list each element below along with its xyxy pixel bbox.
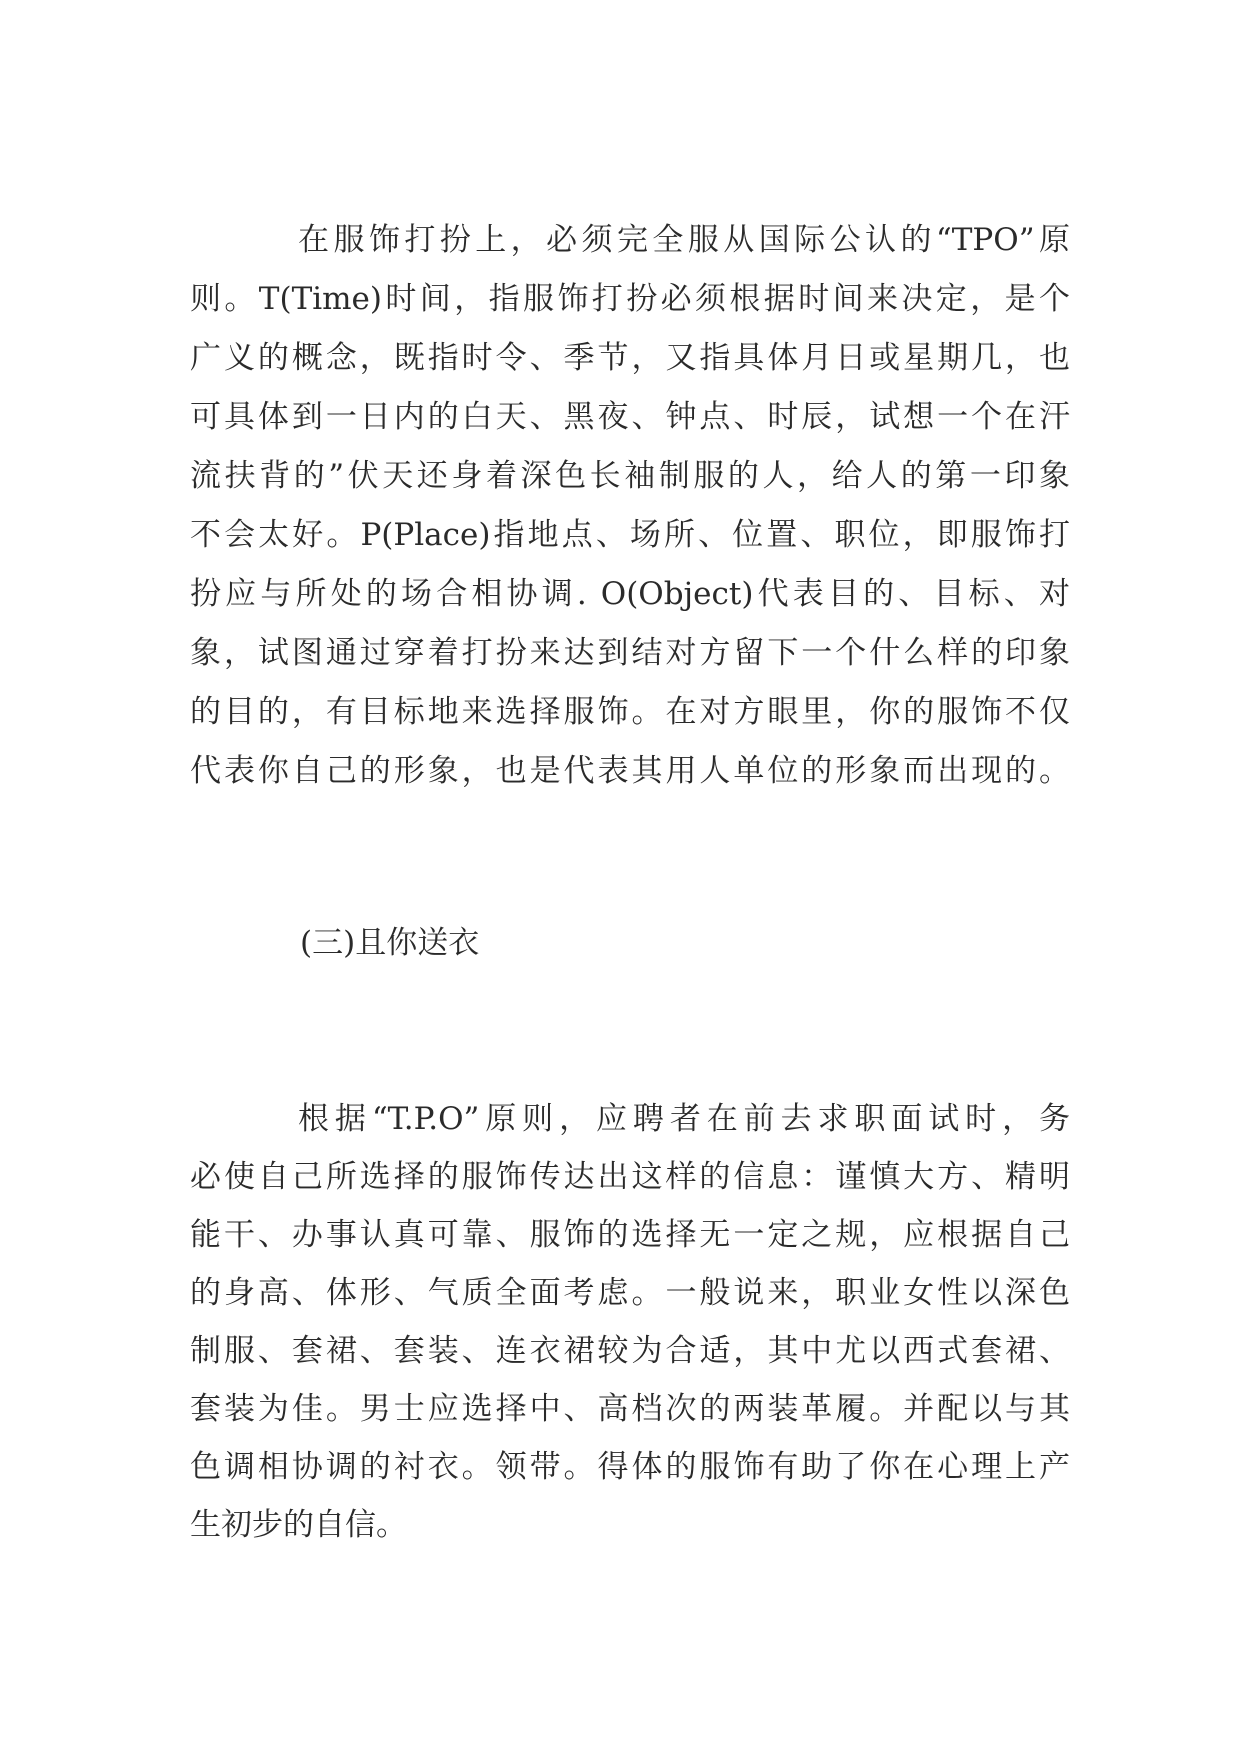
paragraph-line: 的身高、体形、气质全面考虑。一般说来，职业女性以深色 <box>190 1275 1070 1311</box>
paragraph-line: 可具体到一日内的白天、黑夜、钟点、时辰，试想一个在汗 <box>190 399 1070 435</box>
paragraph-line: 象，试图通过穿着打扮来达到结对方留下一个什么样的印象 <box>190 635 1070 671</box>
paragraph-line: 生初步的自信。 <box>190 1507 407 1543</box>
paragraph-line: 套装为佳。男士应选择中、高档次的两装革履。并配以与其 <box>190 1391 1070 1427</box>
paragraph-line: 色调相协调的衬衣。领带。得体的服饰有助了你在心理上产 <box>190 1449 1070 1485</box>
paragraph-line: 在服饰打扮上，必须完全服从国际公认的“TPO”原 <box>298 222 1070 258</box>
paragraph-line: 根据“T.P.O”原则，应聘者在前去求职面试时，务 <box>298 1101 1070 1137</box>
paragraph-line: 广义的概念，既指时令、季节，又指具体月日或星期几，也 <box>190 340 1070 376</box>
paragraph-line: 制服、套裙、套装、连衣裙较为合适，其中尤以西式套裙、 <box>190 1333 1070 1369</box>
paragraph-line: 必使自己所选择的服饰传达出这样的信息：谨慎大方、精明 <box>190 1159 1070 1195</box>
section-heading: (三)且你送衣 <box>300 925 480 961</box>
paragraph-line: 流扶背的”伏天还身着深色长袖制服的人，给人的第一印象 <box>190 458 1070 494</box>
paragraph-line: 能干、办事认真可靠、服饰的选择无一定之规，应根据自己 <box>190 1217 1070 1253</box>
paragraph-line: 不会太好。P(Place)指地点、场所、位置、职位，即服饰打 <box>190 517 1070 553</box>
paragraph-line: 则。T(Time)时间，指服饰打扮必须根据时间来决定，是个 <box>190 281 1070 317</box>
paragraph-line: 扮应与所处的场合相协调. O(Object)代表目的、目标、对 <box>190 576 1070 612</box>
paragraph-line: 代表你自己的形象，也是代表其用人单位的形象而出现的。 <box>190 753 1070 789</box>
paragraph-line: 的目的，有目标地来选择服饰。在对方眼里，你的服饰不仅 <box>190 694 1070 730</box>
